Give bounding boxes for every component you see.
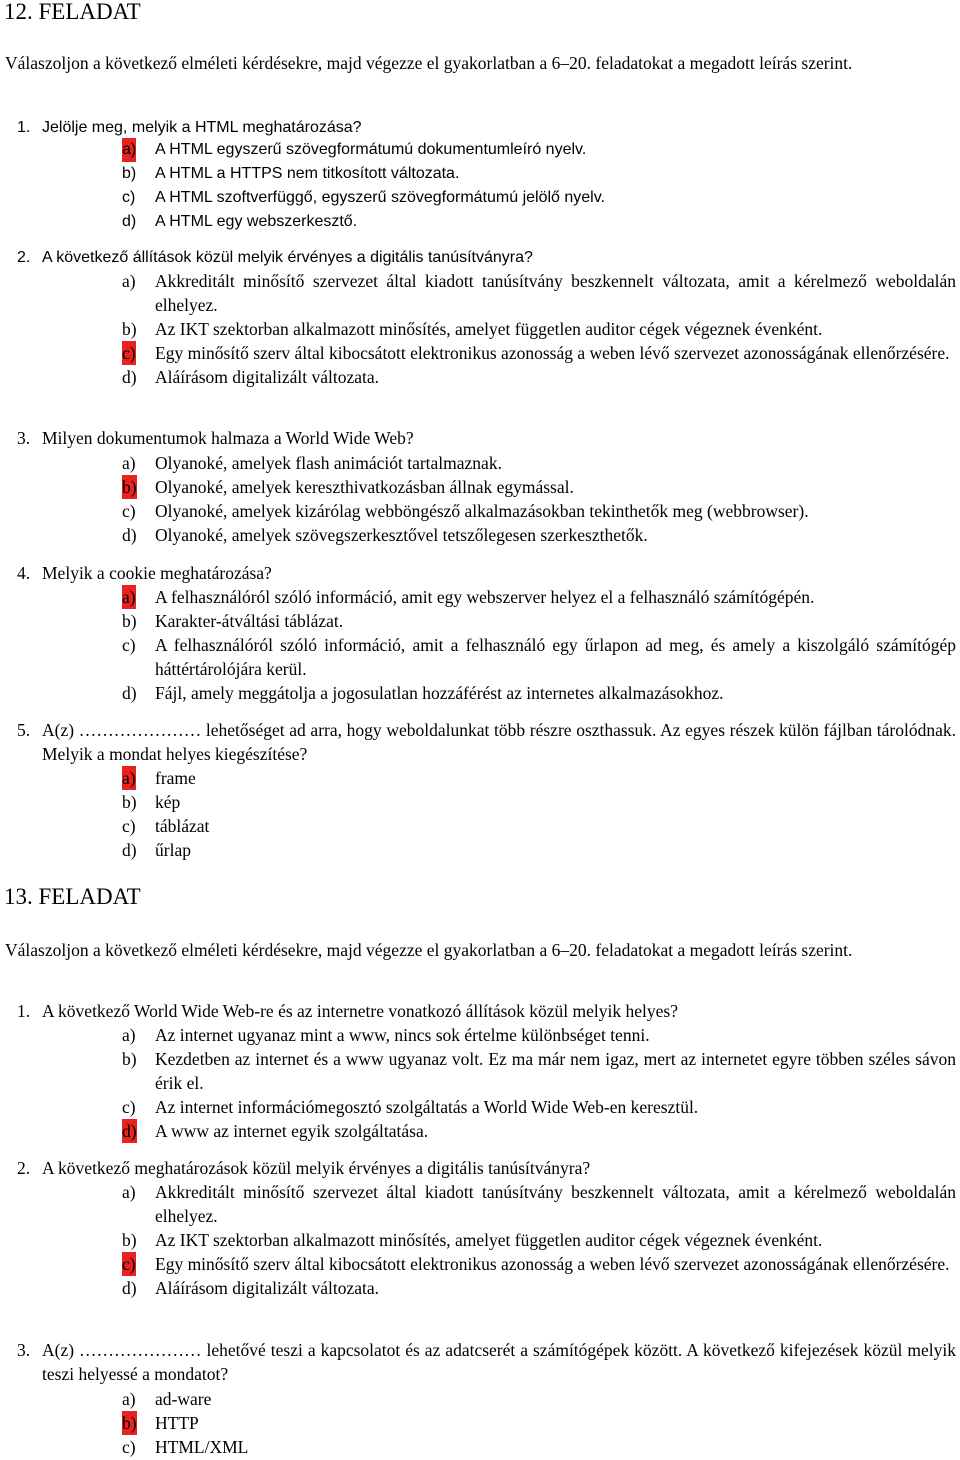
option-c: [122, 1435, 956, 1459]
option-label: b): [122, 611, 137, 631]
options-13-1: [122, 1023, 956, 1143]
option-label-correct: d): [122, 1121, 137, 1141]
option-text: Kezdetben az internet és a www ugyanaz volt. Ez ma már nem igaz, mert az internetet egyre többen széles sávon érik el.: [155, 1049, 956, 1093]
section-intro-13: Válaszoljon a következő elméleti kérdésekre, majd végezze el gyakorlatban a 6–20. feladatokat a megadott leírás szerint.: [5, 940, 853, 960]
question-12-1: [17, 116, 956, 140]
option-d: [122, 1276, 956, 1300]
option-label: c): [122, 501, 136, 521]
option-c: [122, 1252, 956, 1276]
option-a: [122, 138, 956, 162]
question-12-5: [17, 718, 956, 766]
option-label: a): [122, 1182, 136, 1202]
question-number: 3.: [17, 1340, 31, 1360]
option-a: [122, 1023, 956, 1047]
option-label: b): [122, 319, 137, 339]
options-12-1: [122, 138, 956, 234]
option-label: d): [122, 213, 137, 230]
option-label-correct: a): [122, 587, 136, 607]
option-a: [122, 585, 956, 609]
option-text: Aláírásom digitalizált változata.: [155, 367, 380, 387]
section-title-12: 12. FELADAT: [4, 0, 141, 24]
option-c: [122, 499, 956, 523]
option-label: a): [122, 453, 136, 473]
option-text: frame: [155, 768, 196, 788]
option-b: [122, 790, 956, 814]
option-text: Az IKT szektorban alkalmazott minősítés, amelyet független auditor cégek végeznek évenként.: [155, 1230, 823, 1250]
option-d: [122, 1119, 956, 1143]
option-text: A HTML szoftverfüggő, egyszerű szövegformátumú jelölő nyelv.: [155, 189, 605, 206]
option-label: d): [122, 683, 137, 703]
option-b: [122, 475, 956, 499]
option-text: HTTP: [155, 1413, 199, 1433]
option-text: Az internet információmegosztó szolgáltatás a World Wide Web-en keresztül.: [155, 1097, 699, 1117]
option-a: [122, 1180, 956, 1228]
option-label-correct: a): [122, 138, 136, 162]
question-number: 1.: [17, 119, 31, 136]
question-number: 4.: [17, 563, 31, 583]
option-text: űrlap: [155, 840, 191, 860]
question-text: A(z) ………………… lehetővé teszi a kapcsolatot és az adatcserét a számítógépek között. A következő kifejezések közül melyik teszi helyessé a mondatot?: [42, 1340, 956, 1384]
option-d: [122, 365, 956, 389]
option-d: [122, 681, 956, 705]
section-title-13: 13. FELADAT: [4, 884, 141, 909]
option-a: [122, 1387, 956, 1411]
option-text: Karakter-átváltási táblázat.: [155, 611, 344, 631]
option-b: [122, 1047, 956, 1095]
option-b: [122, 1228, 956, 1252]
option-d: [122, 523, 956, 547]
option-b: [122, 162, 956, 186]
question-13-1: [17, 999, 956, 1023]
option-label: b): [122, 1049, 137, 1069]
option-label: c): [122, 816, 136, 836]
option-label: c): [122, 189, 136, 206]
question-number: 2.: [17, 1158, 31, 1178]
option-text: A felhasználóról szóló információ, amit egy webszerver helyez el a felhasználó számítógépén.: [155, 587, 815, 607]
options-12-5: [122, 766, 956, 862]
question-12-2: [17, 246, 956, 270]
option-text: ad-ware: [155, 1389, 212, 1409]
option-text: Az internet ugyanaz mint a www, nincs sok értelme különbséget tenni.: [155, 1025, 650, 1045]
options-12-3: [122, 451, 956, 547]
option-label: b): [122, 792, 137, 812]
question-text: A(z) ………………… lehetőséget ad arra, hogy weboldalunkat több részre oszthassuk. Az egyes részek külön fájlban tárolódnak. Melyik a mondat helyes kiegészítése?: [42, 720, 956, 764]
option-text: Aláírásom digitalizált változata.: [155, 1278, 380, 1298]
option-text: A HTML egy webszerkesztő.: [155, 213, 358, 230]
option-text: A felhasználóról szóló információ, amit a felhasználó egy űrlapon ad meg, és amely a kiszolgáló számítógép háttértárolójára kerül.: [155, 635, 956, 679]
option-c: [122, 341, 956, 365]
option-text: Egy minősítő szerv által kibocsátott elektronikus azonosság a weben lévő szervezet azonosságának ellenőrzésére.: [155, 1254, 950, 1274]
option-label: c): [122, 1437, 136, 1457]
option-text: A www az internet egyik szolgáltatása.: [155, 1121, 429, 1141]
question-text: A következő meghatározások közül melyik érvényes a digitális tanúsítványra?: [42, 1158, 591, 1178]
question-text: Milyen dokumentumok halmaza a World Wide Web?: [42, 428, 414, 448]
question-12-4: [17, 561, 956, 585]
question-number: 5.: [17, 720, 31, 740]
option-text: Fájl, amely meggátolja a jogosulatlan hozzáférést az internetes alkalmazásokhoz.: [155, 683, 724, 703]
option-label: d): [122, 367, 137, 387]
question-13-2: [17, 1156, 956, 1180]
options-12-4: [122, 585, 956, 705]
option-text: A HTML a HTTPS nem titkosított változata.: [155, 165, 460, 182]
option-a: [122, 451, 956, 475]
option-text: táblázat: [155, 816, 210, 836]
options-12-2: [122, 269, 956, 389]
options-13-3: [122, 1387, 956, 1459]
option-label-correct: b): [122, 477, 137, 497]
option-label: c): [122, 1097, 136, 1117]
option-text: Egy minősítő szerv által kibocsátott elektronikus azonosság a weben lévő szervezet azonosságának ellenőrzésére.: [155, 343, 950, 363]
option-label: b): [122, 165, 137, 182]
question-number: 3.: [17, 428, 31, 448]
option-label-correct: a): [122, 768, 136, 788]
option-label-correct: b): [122, 1413, 137, 1433]
option-label: d): [122, 525, 137, 545]
option-a: [122, 766, 956, 790]
option-label-correct: c): [122, 1254, 136, 1274]
question-number: 1.: [17, 1001, 31, 1021]
option-b: [122, 317, 956, 341]
option-d: [122, 210, 956, 234]
option-text: kép: [155, 792, 181, 812]
option-text: A HTML egyszerű szövegformátumú dokumentumleíró nyelv.: [155, 141, 587, 158]
option-label: b): [122, 1230, 137, 1250]
option-label: d): [122, 1278, 137, 1298]
option-b: [122, 609, 956, 633]
option-text: HTML/XML: [155, 1437, 249, 1457]
option-label: a): [122, 1389, 136, 1409]
option-b: [122, 1411, 956, 1435]
option-text: Olyanoké, amelyek kizárólag webböngésző alkalmazásokban tekinthetők meg (webbrowser).: [155, 501, 809, 521]
option-text: Olyanoké, amelyek kereszthivatkozásban állnak egymással.: [155, 477, 574, 497]
option-text: Akkreditált minősítő szervezet által kiadott tanúsítvány beszkennelt változata, amit a kérelmező weboldalán elhelyez.: [155, 271, 956, 315]
option-d: [122, 838, 956, 862]
section-intro-12: Válaszoljon a következő elméleti kérdésekre, majd végezze el gyakorlatban a 6–20. feladatokat a megadott leírás szerint.: [5, 53, 853, 73]
question-12-3: [17, 426, 956, 450]
option-text: Akkreditált minősítő szervezet által kiadott tanúsítvány beszkennelt változata, amit a kérelmező weboldalán elhelyez.: [155, 1182, 956, 1226]
question-text: A következő állítások közül melyik érvényes a digitális tanúsítványra?: [42, 249, 533, 266]
option-label: d): [122, 840, 137, 860]
option-label-correct: c): [122, 343, 136, 363]
question-number: 2.: [17, 249, 31, 266]
options-13-2: [122, 1180, 956, 1300]
option-text: Olyanoké, amelyek flash animációt tartalmaznak.: [155, 453, 502, 473]
option-c: [122, 633, 956, 681]
question-text: A következő World Wide Web-re és az internetre vonatkozó állítások közül melyik helyes?: [42, 1001, 678, 1021]
option-label: c): [122, 635, 136, 655]
option-c: [122, 814, 956, 838]
option-a: [122, 269, 956, 317]
question-text: Jelölje meg, melyik a HTML meghatározása?: [42, 119, 362, 136]
option-c: [122, 186, 956, 210]
question-13-3: [17, 1338, 956, 1386]
question-text: Melyik a cookie meghatározása?: [42, 563, 272, 583]
option-text: Olyanoké, amelyek szövegszerkesztővel tetszőlegesen szerkeszthetők.: [155, 525, 648, 545]
option-c: [122, 1095, 956, 1119]
option-label: a): [122, 1025, 136, 1045]
option-label: a): [122, 271, 136, 291]
option-text: Az IKT szektorban alkalmazott minősítés, amelyet független auditor cégek végeznek évenként.: [155, 319, 823, 339]
